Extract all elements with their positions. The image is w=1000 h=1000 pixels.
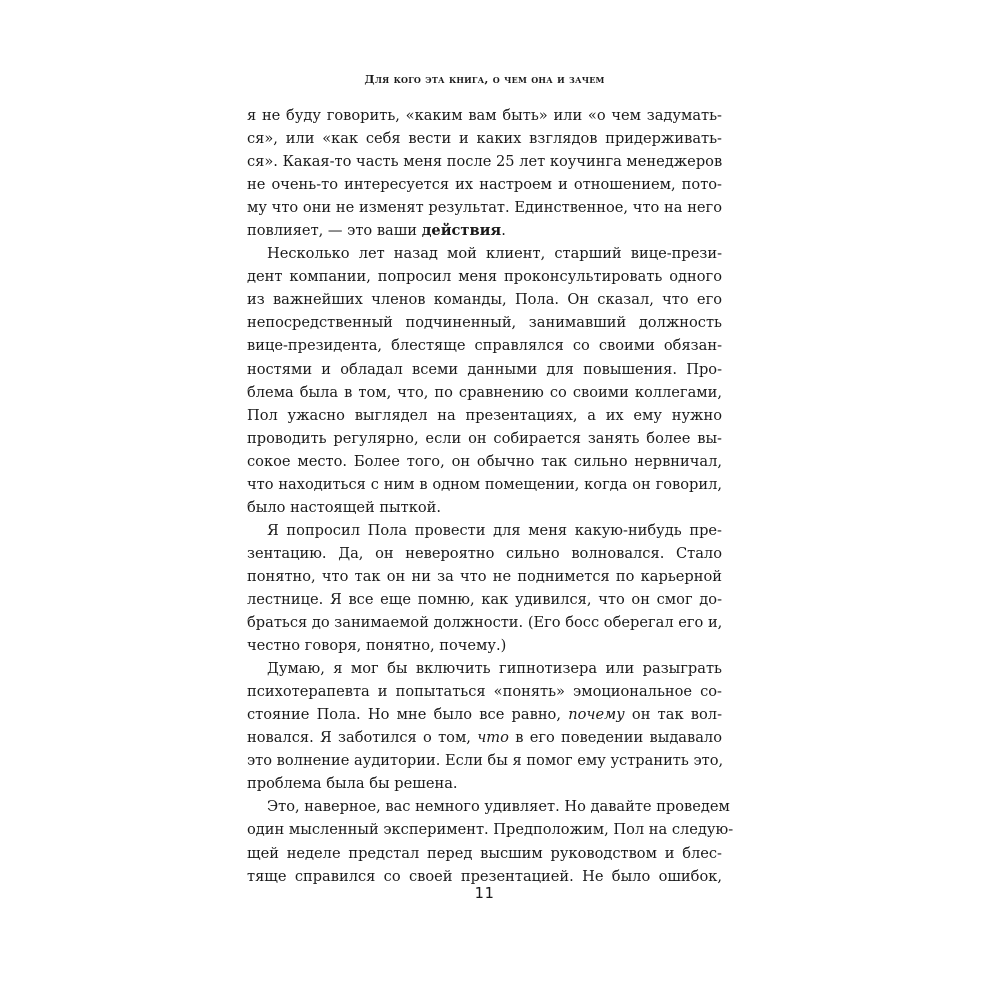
text-line: браться до занимаемой должности. (Его босс оберегал его и, [247,614,723,632]
text-run: новался. Я заботился о том, [247,729,478,747]
paragraph-4 [247,657,722,795]
text-line: му что они не изменят результат. Единственное, что на него [247,199,722,217]
page-number: 11 [474,884,495,902]
text-line: Пол ужасно выглядел на презентациях, а их ему нужно [247,406,722,424]
emphasis-italic: почему [568,706,625,724]
paragraph-1 [247,104,722,242]
text-run: он так вол- [624,706,722,724]
text-line: это волнение аудитории. Если бы я помог ему устранить это, [247,752,724,770]
emphasis-bold: действия [421,222,502,240]
text-line: один мысленный эксперимент. Предположим, Пол на следую- [247,821,734,839]
paragraph-2 [247,242,722,519]
body-text [247,104,734,888]
text-line: что находиться с ним в одном помещении, когда он говорил, [247,475,722,493]
text-line [247,703,722,726]
text-line: проводить регулярно, если он собирается занять более вы- [247,429,722,447]
running-head: Для кого эта книга, о чем она и зачем [364,72,605,86]
text-run: повлияет, — это ваши [247,222,422,240]
text-line: честно говоря, понятно, почему.) [247,637,507,655]
text-line [247,219,722,242]
text-line: тяще справился со своей презентацией. Не было ошибок, [247,867,722,885]
text-line: зентацию. Да, он невероятно сильно волновался. Стало [247,544,722,562]
text-line: Думаю, я мог бы включить гипнотизера или разыграть [267,660,722,678]
text-line: Это, наверное, вас немного удивляет. Но давайте проведем [267,798,730,816]
text-line: из важнейших членов команды, Пола. Он сказал, что его [247,291,722,309]
text-line: я не буду говорить, «каким вам быть» или «о чем задумать- [247,107,722,124]
text-line: лестнице. Я все еще помню, как удивился, что он смог до- [247,590,722,608]
text-line: психотерапевта и попытаться «понять» эмоциональное со- [247,683,722,701]
text-line: понятно, что так он ни за что не поднимется по карьерной [247,567,722,585]
paragraph-3 [247,519,722,657]
book-page [247,0,734,1000]
text-line: вице-президента, блестяще справлялся со своими обязан- [247,337,722,355]
text-line [247,726,722,749]
text-line: Несколько лет назад мой клиент, старший вице-прези- [267,245,722,263]
text-line: Я попросил Пола провести для меня какую-нибудь пре- [267,521,722,539]
text-line: проблема была бы решена. [247,775,458,793]
text-line: дент компании, попросил меня проконсультировать одного [247,268,722,286]
text-line: щей неделе предстал перед высшим руководством и блес- [247,844,722,862]
paragraph-5 [247,795,734,887]
text-line: непосредственный подчиненный, занимавший должность [247,314,722,332]
text-run: в его поведении выдавало [508,729,722,747]
text-line: блема была в том, что, по сравнению со своими коллегами, [247,383,722,401]
text-line: было настоящей пыткой. [247,498,442,516]
text-run: . [501,222,506,240]
text-run: стояние Пола. Но мне было все равно, [247,706,569,724]
text-line: ся». Какая-то часть меня после 25 лет коучинга менеджеров [247,153,723,171]
text-line: ностями и обладал всеми данными для повышения. Про- [247,360,722,378]
emphasis-italic: что [477,729,509,747]
text-line: сокое место. Более того, он обычно так сильно нервничал, [247,452,722,470]
text-line: не очень-то интересуется их настроем и отношением, пото- [247,176,722,194]
text-line: ся», или «как себя вести и каких взглядов придерживать- [247,130,722,148]
